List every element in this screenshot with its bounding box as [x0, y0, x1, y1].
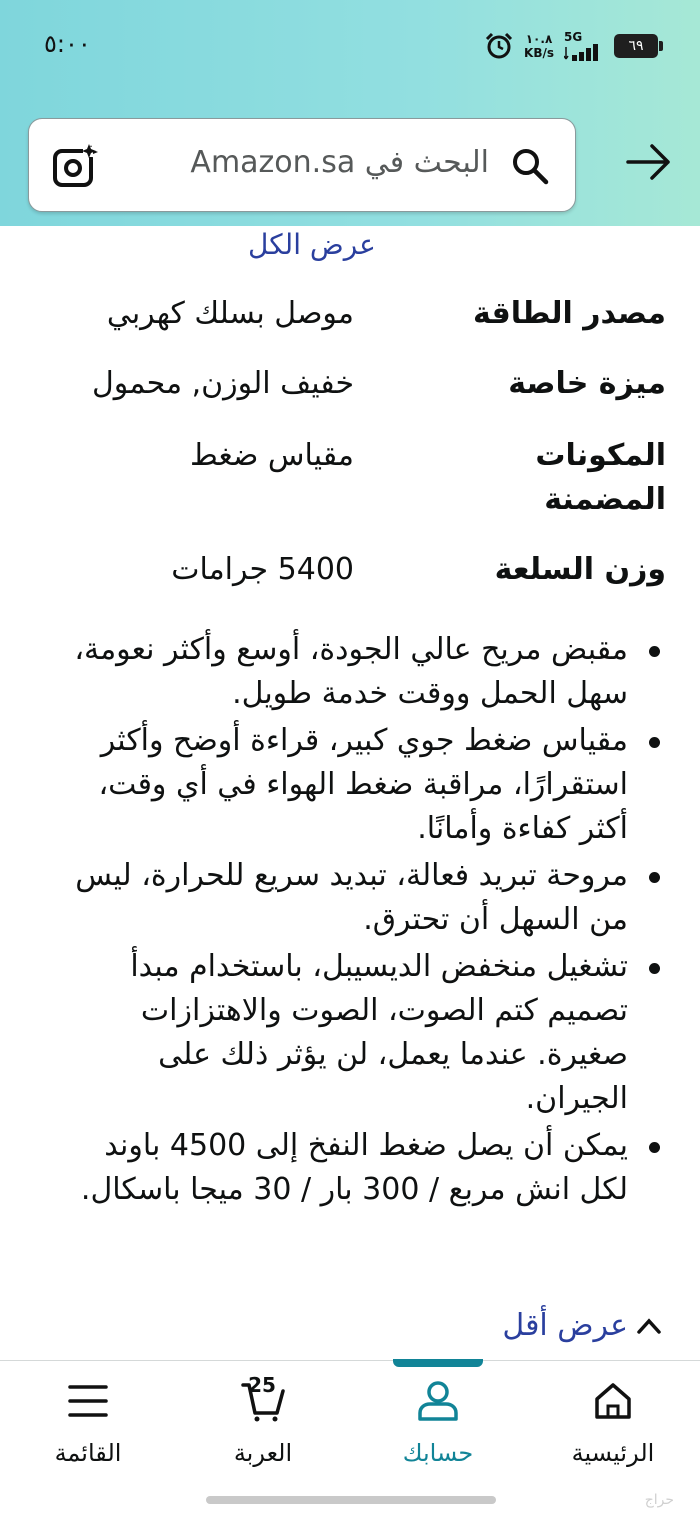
spec-key: المكونات المضمنة	[535, 438, 666, 517]
nav-home[interactable]: الرئيسية	[548, 1361, 678, 1481]
network-speed: ١٠.٨ KB/s	[524, 32, 554, 60]
status-bar-icons	[484, 26, 658, 66]
nav-account[interactable]: حسابك	[373, 1361, 503, 1481]
list-item: مروحة تبريد فعالة، تبديد سريع للحرارة، ليس من السهل أن تحترق.	[50, 854, 660, 942]
see-less-label: عرض أقل	[502, 1308, 628, 1343]
chevron-up-icon	[636, 1316, 662, 1336]
spec-value: مقياس ضغط	[189, 438, 354, 473]
list-item: مقياس ضغط جوي كبير، قراءة أوضح وأكثر استقرارًا، مراقبة ضغط الهواء في أي وقت، أكثر كفاءة وأمانًا.	[50, 719, 660, 851]
see-less-link[interactable]	[502, 1308, 662, 1343]
spec-value: موصل بسلك كهربي	[106, 296, 354, 331]
home-indicator[interactable]	[206, 1496, 496, 1504]
spec-key: مصدر الطاقة	[472, 296, 666, 331]
search-input[interactable]: البحث في Amazon.sa	[190, 145, 489, 180]
alarm-icon	[484, 31, 514, 61]
user-icon	[416, 1379, 460, 1423]
battery-indicator: ٦٩	[614, 34, 658, 58]
search-bar[interactable]	[28, 118, 576, 212]
list-item: مقبض مريح عالي الجودة، أوسع وأكثر نعومة، سهل الحمل ووقت خدمة طويل.	[50, 628, 660, 716]
search-icon[interactable]	[509, 145, 551, 187]
list-item: يمكن أن يصل ضغط النفخ إلى 4500 باوند لكل انش مربع / 300 بار / 30 ميجا باسكال.	[50, 1124, 660, 1212]
spec-value: خفيف الوزن, محمول	[91, 366, 354, 401]
nav-menu[interactable]: القائمة	[23, 1361, 153, 1481]
camera-search-icon[interactable]	[51, 143, 99, 191]
app-header	[0, 0, 700, 226]
feature-bullets	[50, 628, 660, 1215]
menu-icon	[66, 1379, 110, 1423]
see-all-link[interactable]: عرض الكل	[248, 228, 376, 261]
signal-indicator: 5G	[564, 31, 604, 61]
status-time: ٥:٠٠	[44, 30, 91, 58]
spec-key: ميزة خاصة	[508, 366, 666, 401]
nav-cart[interactable]: 25 العربة	[233, 1373, 293, 1467]
home-icon	[591, 1379, 635, 1423]
list-item: تشغيل منخفض الديسيبل، باستخدام مبدأ تصميم كتم الصوت، الصوت والاهتزازات صغيرة. عندما يعمل، لن يؤثر ذلك على الجيران.	[50, 945, 660, 1121]
spec-value: 5400 جرامات	[171, 552, 354, 587]
signal-bars-icon	[564, 43, 604, 61]
arrow-right-icon[interactable]	[624, 140, 674, 184]
watermark: حراج	[644, 1492, 674, 1508]
cart-count: 25	[248, 1373, 276, 1397]
spec-key: وزن السلعة	[494, 552, 666, 587]
